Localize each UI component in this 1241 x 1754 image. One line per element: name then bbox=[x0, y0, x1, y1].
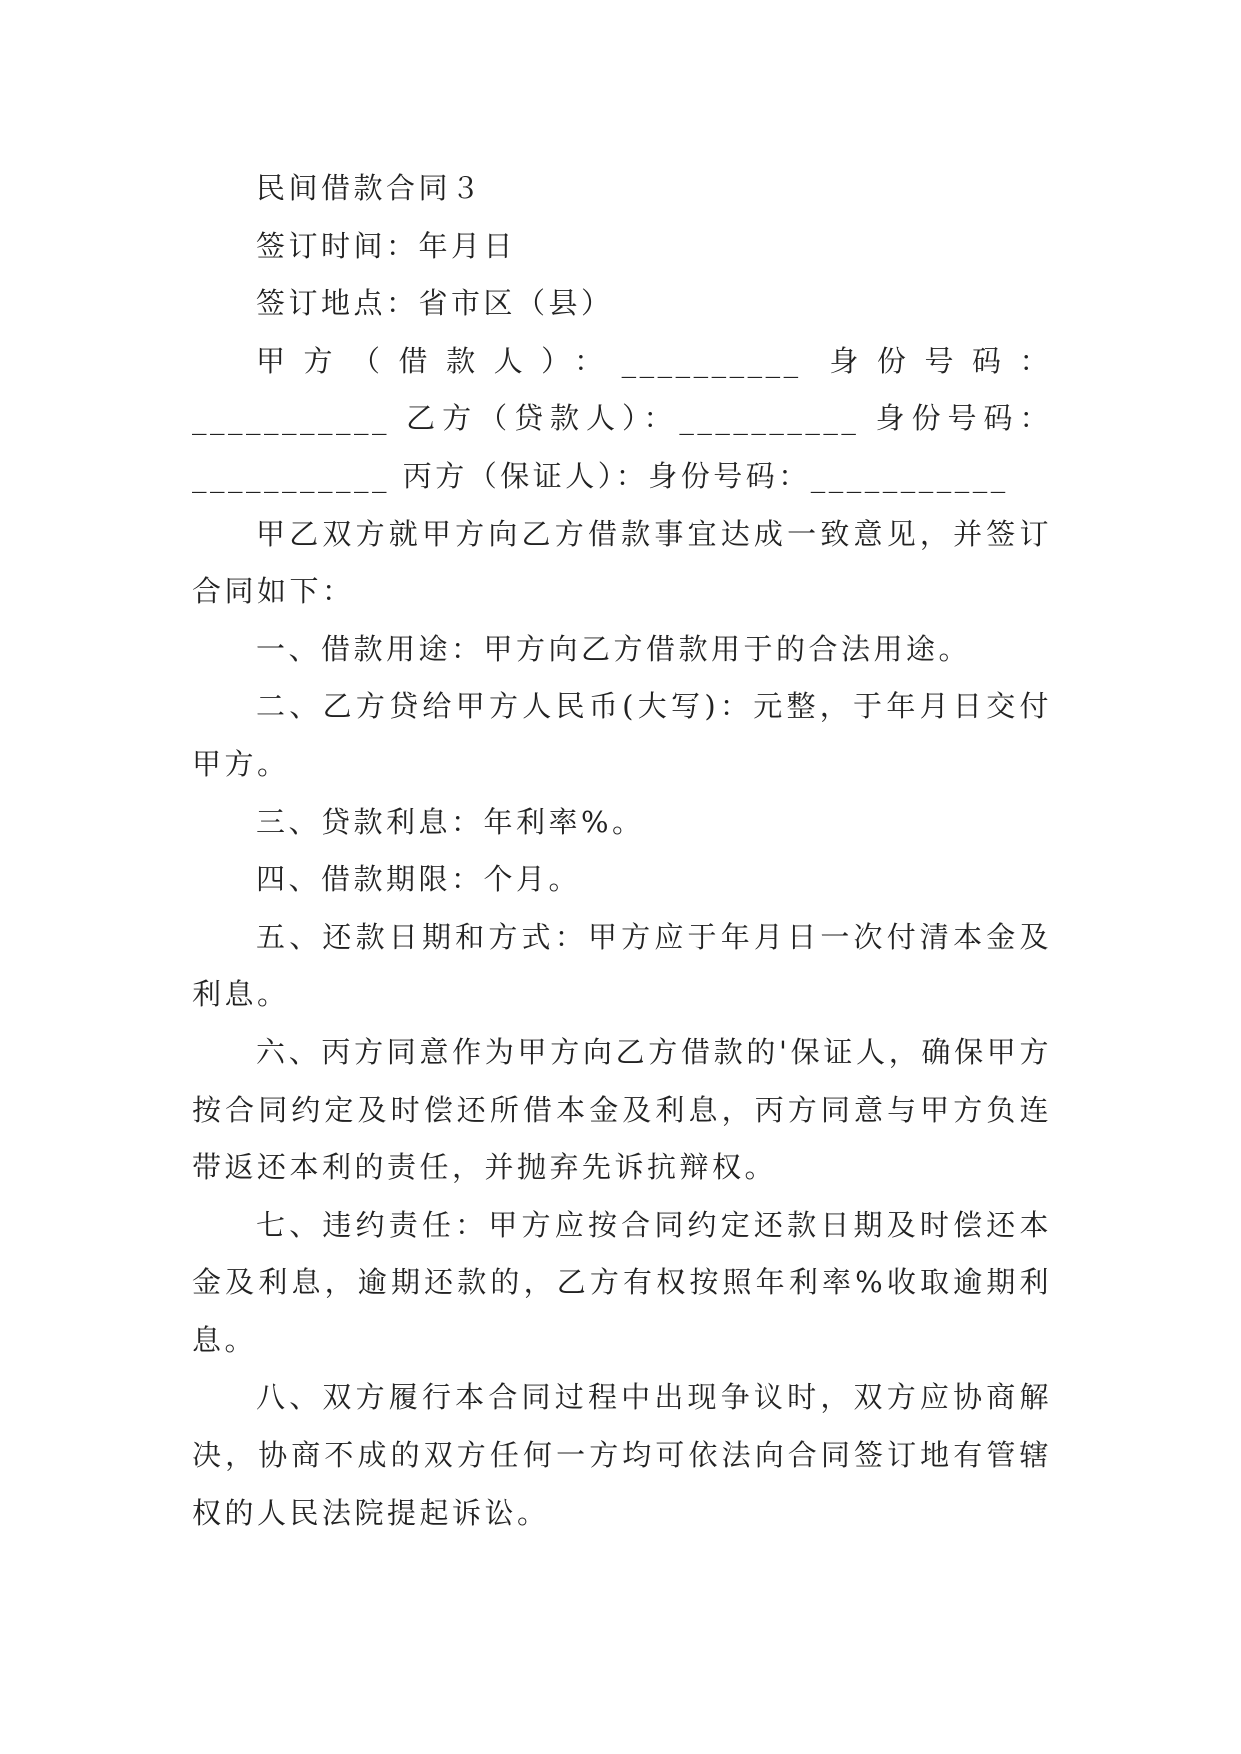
sign-time: 签订时间：年月日 bbox=[256, 228, 517, 263]
parties-info: 甲方（借款人）：__________ 身份号码：___________ 乙方（贷款人）：__________ 身份号码：___________ 丙方（保证人）：身份号码：___________ bbox=[192, 343, 1052, 493]
sign-place: 签订地点：省市区（县） bbox=[256, 286, 614, 321]
clause-3: 三、贷款利息：年利率%。 bbox=[256, 804, 645, 839]
document-body bbox=[192, 160, 1052, 1542]
clause-2: 二、乙方贷给甲方人民币(大写)：元整，于年月日交付甲方。 bbox=[192, 689, 1052, 781]
clause-7: 七、违约责任：甲方应按合同约定还款日期及时偿还本金及利息，逾期还款的，乙方有权按照年利率%收取逾期利息。 bbox=[192, 1207, 1052, 1357]
clause-8: 八、双方履行本合同过程中出现争议时，双方应协商解决，协商不成的双方任何一方均可依法向合同签订地有管辖权的人民法院提起诉讼。 bbox=[192, 1380, 1052, 1530]
clause-4: 四、借款期限：个月。 bbox=[256, 862, 582, 897]
document-title: 民间借款合同３ bbox=[256, 171, 484, 205]
clause-5: 五、还款日期和方式：甲方应于年月日一次付清本金及利息。 bbox=[192, 919, 1052, 1012]
intro-paragraph: 甲乙双方就甲方向乙方借款事宜达成一致意见，并签订合同如下： bbox=[192, 516, 1052, 609]
clause-6: 六、丙方同意作为甲方向乙方借款的'保证人，确保甲方按合同约定及时偿还所借本金及利息，丙方同意与甲方负连带返还本利的责任，并抛弃先诉抗辩权。 bbox=[192, 1034, 1052, 1185]
clause-1: 一、借款用途：甲方向乙方借款用于的合法用途。 bbox=[256, 631, 972, 666]
